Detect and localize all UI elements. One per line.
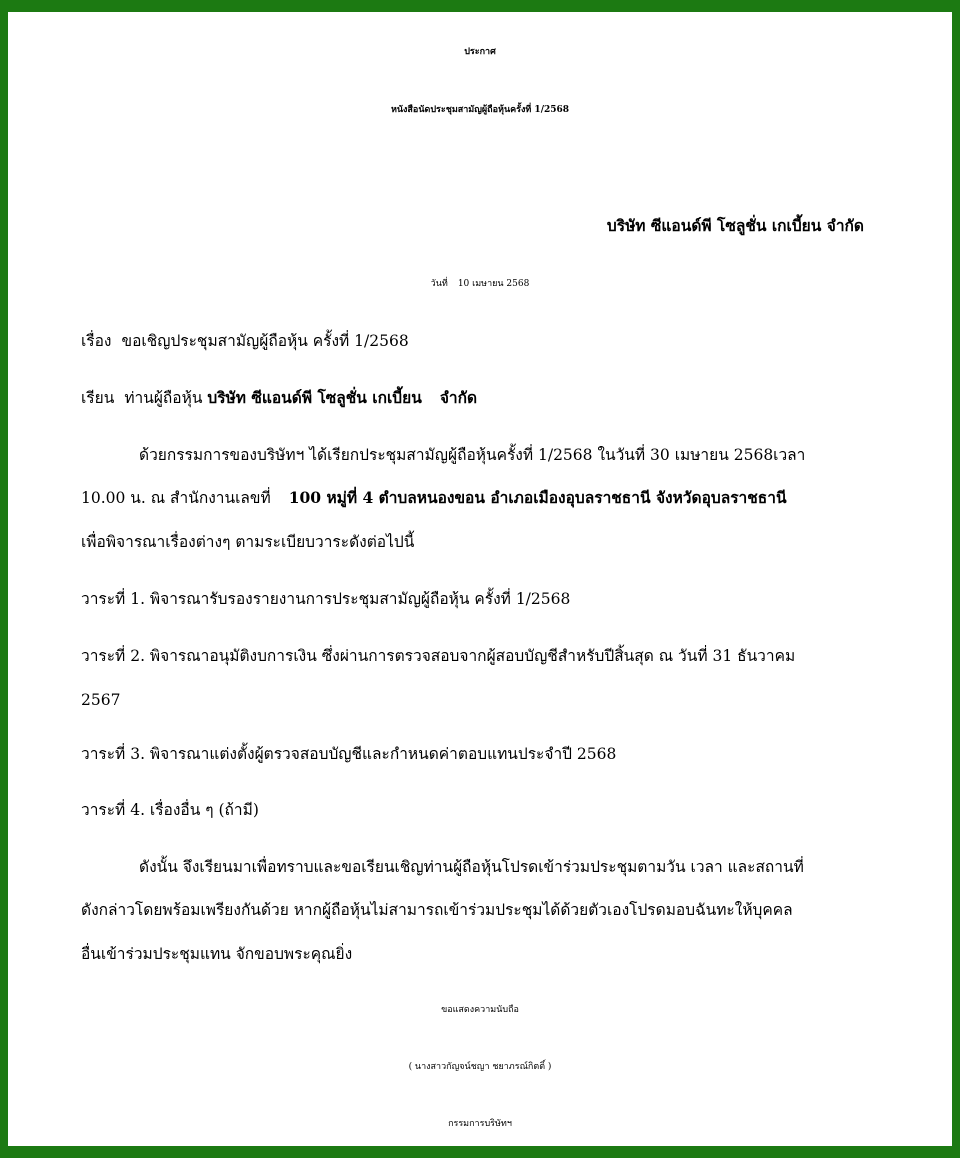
closing-line-1: ดังนั้น จึงเรียนมาเพื่อทราบและขอเรียนเชิญท่านผู้ถือหุ้นโปรดเข้าร่วมประชุมตามวัน เวลา และสถานที่ xyxy=(139,858,804,876)
recipient-suffix: จำกัด xyxy=(439,388,478,407)
intro-line-2 xyxy=(81,486,787,510)
intro-line-1: ด้วยกรรมการของบริษัทฯ ได้เรียกประชุมสามัญผู้ถือหุ้นครั้งที่ 1/2568 ในวันที่ 30 เมษายน 2568เวลา xyxy=(139,446,806,464)
agenda-item-3: วาระที่ 3. พิจารณาแต่งตั้งผู้ตรวจสอบบัญชีและกำหนดค่าตอบแทนประจำปี 2568 xyxy=(81,745,617,763)
meeting-address: 100 หมู่ที่ 4 ตำบลหนองขอน อำเภอเมืองอุบลราชธานี จังหวัดอุบลราชธานี xyxy=(288,488,787,507)
document-subtitle: หนังสือนัดประชุมสามัญผู้ถือหุ้นครั้งที่ 1/2568 xyxy=(390,105,570,115)
agenda-item-2-continued: 2567 xyxy=(81,691,121,709)
subject-line xyxy=(81,329,409,353)
sender-company: บริษัท ซีแอนด์พี โซลูชั่น เกเบี้ยน จำกัด xyxy=(606,216,864,235)
recipient-prefix: ท่านผู้ถือหุ้น xyxy=(124,389,203,407)
closing-line-3: อื่นเข้าร่วมประชุมแทน จักขอบพระคุณยิ่ง xyxy=(81,945,353,963)
date-label: วันที่ xyxy=(430,279,448,289)
recipient-company: บริษัท ซีแอนด์พี โซลูชั่น เกเบี้ยน xyxy=(207,388,422,407)
subject-text: ขอเชิญประชุมสามัญผู้ถือหุ้น ครั้งที่ 1/2568 xyxy=(121,332,409,350)
document-title: ประกาศ xyxy=(464,47,496,57)
signature-position: กรรมการบริษัทฯ xyxy=(448,1119,512,1129)
agenda-item-1: วาระที่ 1. พิจารณารับรองรายงานการประชุมสามัญผู้ถือหุ้น ครั้งที่ 1/2568 xyxy=(81,590,571,608)
subject-label: เรื่อง xyxy=(81,332,112,350)
intro-line-3: เพื่อพิจารณาเรื่องต่างๆ ตามระเบียบวาระดังต่อไปนี้ xyxy=(81,533,415,551)
closing-line-2: ดังกล่าวโดยพร้อมเพรียงกันด้วย หากผู้ถือหุ้นไม่สามารถเข้าร่วมประชุมได้ด้วยตัวเองโปรดมอบฉันทะให้บุคคล xyxy=(81,901,793,919)
signature-regards: ขอแสดงความนับถือ xyxy=(441,1005,519,1015)
document-page xyxy=(8,12,952,1146)
agenda-item-2: วาระที่ 2. พิจารณาอนุมัติงบการเงิน ซึ่งผ่านการตรวจสอบจากผู้สอบบัญชีสำหรับปีสิ้นสุด ณ วันที่ 31 ธันวาคม xyxy=(81,647,796,665)
recipient-line xyxy=(81,386,477,410)
signature-name: ( นางสาวกัญจน์ชญา ชยาภรณ์กิตติ์ ) xyxy=(408,1062,552,1072)
agenda-item-4: วาระที่ 4. เรื่องอื่น ๆ (ถ้ามี) xyxy=(81,801,259,819)
intro-line-2-prefix: 10.00 น. ณ สำนักงานเลขที่ xyxy=(81,489,271,507)
date-value: 10 เมษายน 2568 xyxy=(457,279,530,289)
date-line xyxy=(8,272,952,296)
recipient-label: เรียน xyxy=(81,389,115,407)
